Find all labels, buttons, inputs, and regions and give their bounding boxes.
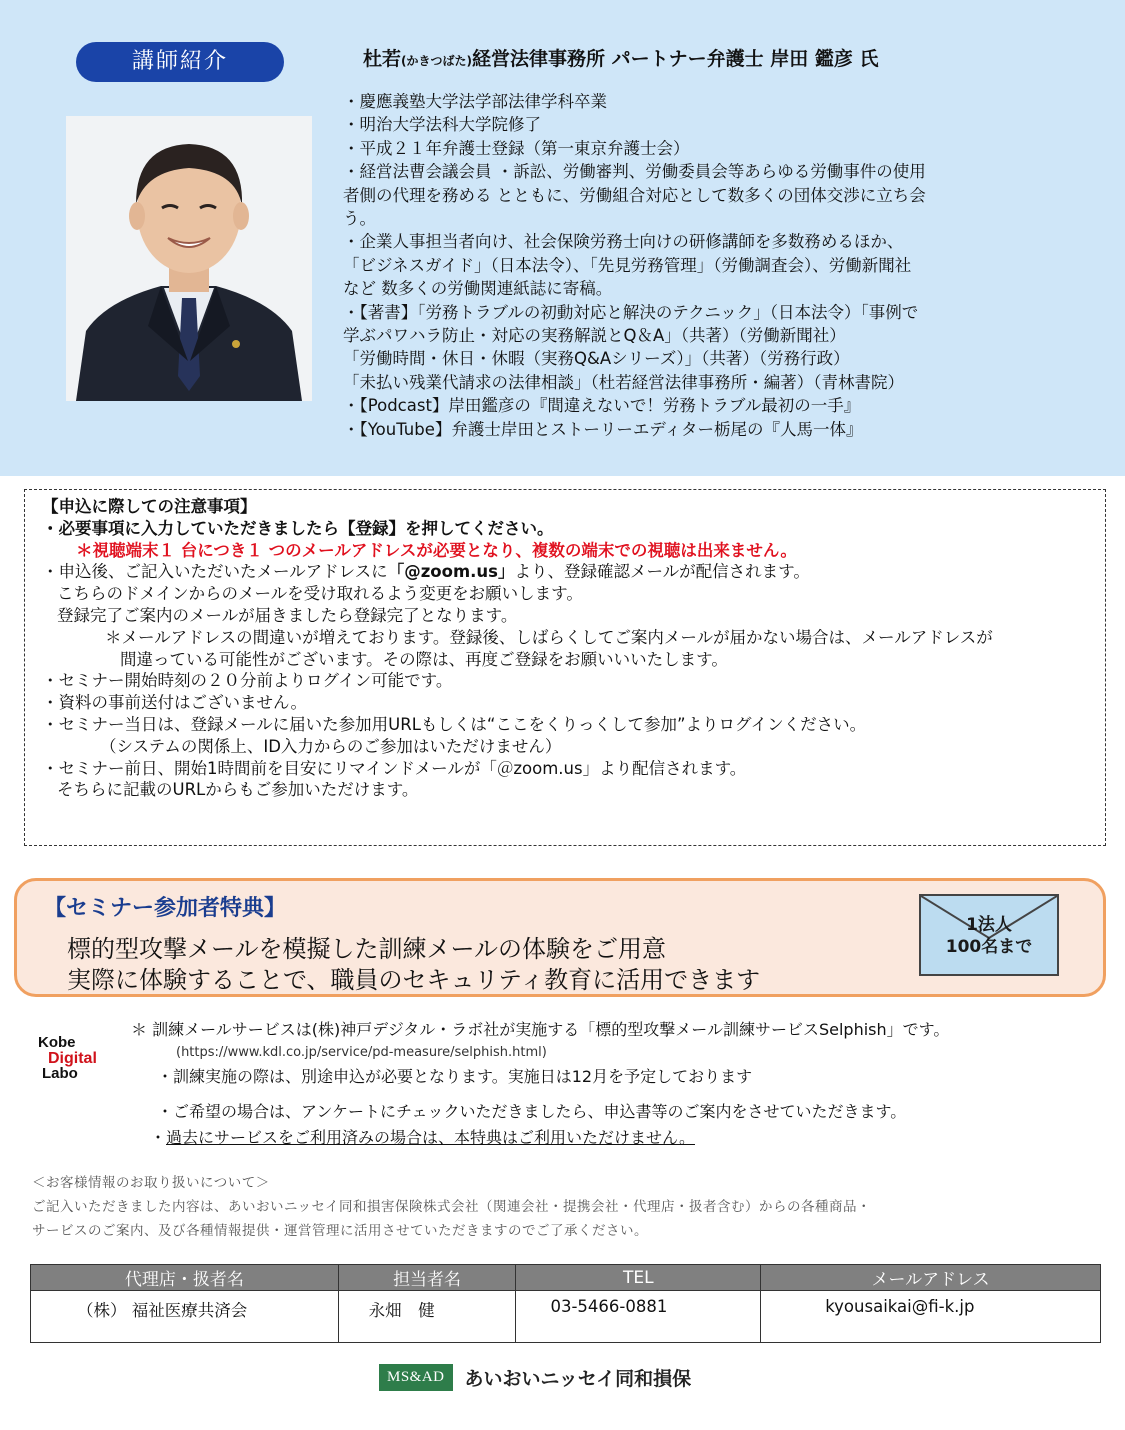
msad-logo: MS&AD [379,1364,453,1391]
service-note-3: ・ご希望の場合は、アンケートにチェックいただきましたら、申込書等のご案内をさせていただきます。 [157,1102,907,1121]
bio-line: う。 [343,209,376,229]
notice-warning: ＊視聴端末１ 台につき１ つのメールアドレスが必要となり、複数の端末での視聴は出来ません。 [76,540,797,560]
kdl-logo-word-2: Digital [48,1050,97,1067]
bio-line: ・【YouTube】弁護士岸田とストーリーエディター栃尾の『人馬一体』 [343,419,863,439]
bio-line: 「未払い残業代請求の法律相談」（杜若経営法律事務所・編著）（青林書院） [343,372,904,392]
header-agency: 代理店・扱者名 [31,1265,339,1291]
notice-mail-domain: 「@zoom.us」 [387,562,515,582]
footer-logo [379,1362,691,1392]
envelope-line-2: 100名まで [945,937,1033,957]
bio-line: ・平成２１年弁護士登録（第一東京弁護士会） [343,138,690,158]
bio-line: ・経営法曹会議会員 ・訴訟、労働審判、労働委員会等あらゆる労働事件の使用 [343,162,926,182]
notice-box [24,489,1106,846]
envelope-line-1: 1法人 [966,915,1012,935]
bio-line: など 数多くの労働関連紙誌に寄稿。 [343,279,613,299]
service-note-1: ＊ 訓練メールサービスは(株)神戸デジタル・ラボ社が実施する「標的型攻撃メール訓練サービスSelphish」です。 [131,1020,950,1039]
notice-domain: こちらのドメインからのメールを受け取れるよう変更をお願いします。 [57,584,583,604]
service-note-4-bullet: ・ [150,1128,167,1147]
header-email: メールアドレス [761,1265,1101,1291]
notice-reminder: ・セミナー前日、開始1時間前を目安にリマインドメールが「＠zoom.us」より配信されます。 [42,758,747,778]
service-url: (https://www.kdl.co.jp/service/pd-measure/selphish.html) [176,1045,547,1060]
contact-row [31,1291,1101,1343]
notice-mail-post: より、登録確認メールが配信されます。 [514,562,810,582]
title-reading: (かきつばた) [401,54,472,68]
bio-line: 学ぶパワハラ防止・対応の実務解説とQ＆A」（共著）（労働新聞社） [343,326,846,346]
notice-mail [42,561,1105,583]
benefit-title: 【セミナー参加者特典】 [44,896,287,921]
bio-line: 者側の代理を務める とともに、労働組合対応として数多くの団体交渉に立ち会 [343,185,926,205]
instructor-section [0,0,1125,476]
portrait-image [66,116,312,401]
service-note-2: ・訓練実施の際は、別途申込が必要となります。実施日は12月を予定しております [157,1067,753,1086]
bio-line: 「ビジネスガイド」（日本法令）、「先見労務管理」（労働調査会）、労働新聞社 [343,255,912,275]
header-tel: TEL [516,1265,761,1291]
service-note-4-text: 過去にサービスをご利用済みの場合は、本特典はご利用いただけません。 [166,1128,695,1147]
bio-line: ・【Podcast】岸田鑑彦の『間違えないで！労務トラブル最初の一手』 [343,396,861,416]
kdl-logo-word-3: Labo [42,1065,78,1082]
person-name: 永畑 健 [338,1291,516,1343]
privacy-notice [32,1171,871,1243]
contact-table [30,1264,1101,1343]
notice-system: （システムの関係上、ID入力からのご参加はいただけません） [100,736,562,756]
instructor-photo [66,116,312,401]
contact-header-row [31,1265,1101,1291]
notice-reminder-url: そちらに記載のURLからもご参加いただけます。 [57,780,419,800]
tel-number: 03-5466-0881 [516,1291,761,1343]
notice-materials: ・資料の事前送付はございません。 [42,693,307,713]
privacy-heading: ＜お客様情報のお取り扱いについて＞ [32,1175,270,1191]
notice-day-login: ・セミナー当日は、登録メールに届いた参加用URLもしくは“ここをくりっくして参加”よりログインください。 [42,714,867,734]
envelope-icon [919,894,1059,976]
privacy-line-1: ご記入いただきました内容は、あいおいニッセイ同和損害保険株式会社（関連会社・提携会社・代理店・扱者含む）からの各種商品・ [32,1199,872,1215]
bio-line: ・明治大学法科大学院修了 [343,115,541,135]
benefit-box [14,878,1106,997]
bio-line: ・企業人事担当者向け、社会保険労務士向けの研修講師を多数務めるほか、 [343,232,904,252]
instructor-badge: 講師紹介 [76,42,284,82]
kdl-logo-word-1: Kobe [38,1034,76,1051]
privacy-line-2: サービスのご案内、及び各種情報提供・運営管理に活用させていただきますのでご了承ください。 [32,1223,648,1239]
notice-heading: 【申込に際しての注意事項】 [42,497,257,516]
agency-name: （株） 福祉医療共済会 [31,1291,339,1343]
benefit-line-2: 実際に体験することで、職員のセキュリティ教育に活用できます [67,966,761,994]
notice-mistake-2: 間違っている可能性がございます。その際は、再度ご登録をお願いいいたします。 [120,649,728,669]
service-note-4 [150,1125,695,1148]
bio-line: ・慶應義塾大学法学部法律学科卒業 [343,92,607,111]
notice-complete: 登録完了ご案内のメールが届きましたら登録完了となります。 [57,605,518,625]
envelope-label [921,914,1057,958]
notice-login-time: ・セミナー開始時刻の２０分前よりログイン可能です。 [42,671,453,691]
instructor-title [363,44,878,71]
notice-register: ・必要事項に入力していただきましたら【登録】を押してください。 [42,518,554,538]
notice-mistake-1: ＊メールアドレスの間違いが増えております。登録後、しばらくしてご案内メールが届かない場合は、メールアドレスが [105,627,993,647]
email-address: kyousaikai@fi-k.jp [761,1291,1101,1343]
bio-line: 「労働時間・休日・休暇（実務Q&Aシリーズ）」（共著）（労務行政） [343,349,850,369]
company-name: あいおいニッセイ同和損保 [464,1367,692,1390]
kobe-digital-labo-logo [38,1032,126,1082]
kdl-logo-mark [38,1032,126,1082]
header-person: 担当者名 [338,1265,516,1291]
notice-mail-pre: ・申込後、ご記入いただいたメールアドレスに [42,562,388,582]
instructor-bio [343,90,1103,441]
bio-line: ・【著書】「労務トラブルの初動対応と解決のテクニック」（日本法令）「事例で [343,302,919,322]
title-firm: 杜若 [363,48,402,70]
title-rest: 経営法律事務所 パートナー弁護士 岸田 鑑彦 氏 [472,48,879,70]
benefit-line-1: 標的型攻撃メールを模擬した訓練メールの体験をご用意 [67,935,667,963]
